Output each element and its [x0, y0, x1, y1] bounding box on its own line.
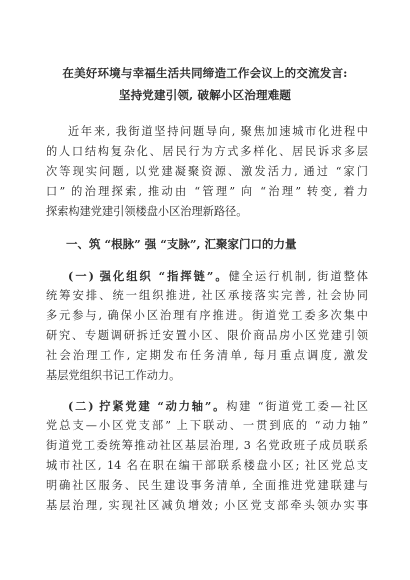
intro-line: 探索构建党建引领楼盘小区治理新路径。	[46, 205, 248, 218]
paragraph-line: 基层治理, 实现社区减负增效; 小区党支部牵头领办实事	[46, 499, 368, 512]
paragraph-line: 统筹安排、统一组织推进, 社区承接落实完善, 社会协同	[46, 289, 368, 302]
subsection-first-line	[46, 268, 368, 285]
paragraph-line: 明确社区服务、民生建设事务清单, 全面推进党建联建与	[46, 479, 368, 492]
section-heading: 一、筑 “根脉” 强 “支脉”, 汇聚家门口的力量	[66, 237, 297, 251]
paragraph-line: 党总支—小区党支部” 上下联动、一贯到底的 “动力轴”	[46, 419, 368, 432]
intro-line: 次等现实问题, 以党建凝聚资源、激发活力, 通过 “家门	[46, 165, 368, 178]
intro-line: 近年来, 我街道坚持问题导向, 聚焦加速城市化进程中	[68, 125, 368, 138]
subsection-lead: (一) 强化组织 “指挥链”。	[68, 269, 229, 283]
paragraph-line: 城市社区, 14 名在职在编干部联系楼盘小区; 社区党总支	[46, 459, 368, 472]
subsection-first-text: 健全运行机制, 街道整体	[228, 270, 368, 283]
intro-line: 口” 的治理探索, 推动由 “管理” 向 “治理” 转变, 着力	[46, 185, 368, 198]
paragraph-line: 街道党工委统筹推动社区基层治理, 3 名党政班子成员联系	[46, 439, 368, 452]
intro-line: 的人口结构复杂化、居民行为方式多样化、居民诉求多层	[46, 145, 368, 158]
doc-title-line2: 坚持党建引领, 破解小区治理难题	[118, 88, 292, 102]
subsection-first-text: 构建 “街道党工委—社区	[226, 400, 368, 413]
doc-title-line1: 在美好环境与幸福生活共同缔造工作会议上的交流发言:	[62, 66, 348, 80]
paragraph-line: 多元参与, 确保小区治理有序推进。街道党工委多次集中	[46, 309, 368, 322]
subsection-first-line	[46, 398, 368, 415]
subsection-lead: (二) 拧紧党建 “动力轴”。	[68, 399, 227, 413]
paragraph-line: 社会治理工作, 定期发布任务清单, 每月重点调度, 激发	[46, 349, 368, 362]
paragraph-line: 研究、专题调研拆迁安置小区、限价商品房小区党建引领	[46, 329, 368, 342]
paragraph-line: 基层党组织书记工作动力。	[46, 369, 181, 382]
